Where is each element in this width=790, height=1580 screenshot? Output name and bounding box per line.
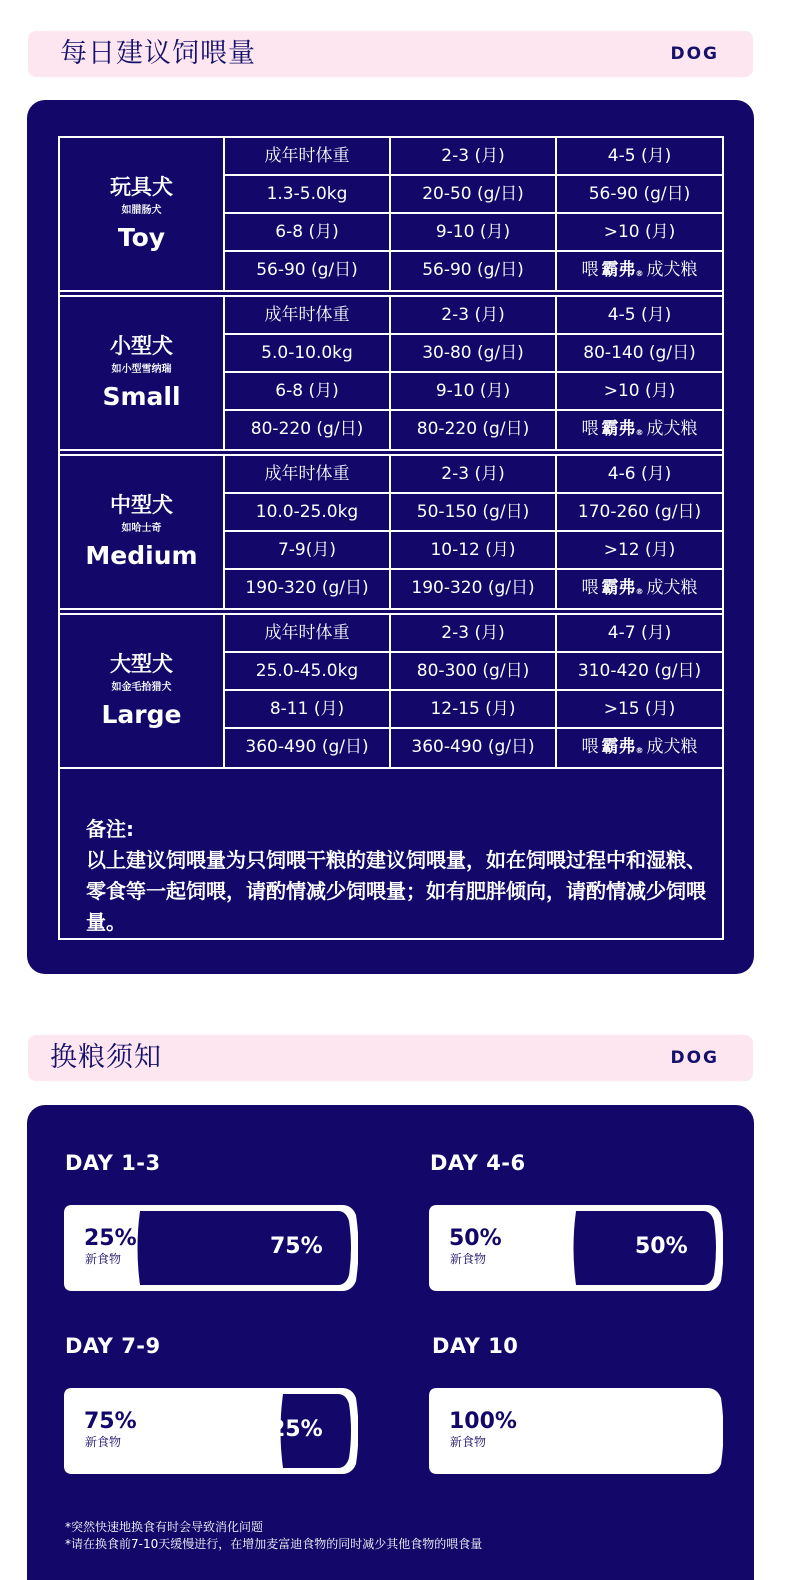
transition-bar [64, 1205, 358, 1291]
feeding-section-tag: DOG [670, 44, 719, 64]
table-cell: 20-50 (g/日) [391, 176, 557, 214]
new-food-label: 新食物 [450, 1252, 487, 1266]
table-cell: 50-150 (g/日) [391, 494, 557, 532]
table-cell: 80-140 (g/日) [557, 335, 722, 373]
registered-mark: ® [635, 746, 644, 755]
old-food-percent: 50% [635, 1234, 688, 1259]
registered-mark: ® [635, 428, 644, 437]
table-cell: 2-3 (月) [391, 615, 557, 653]
table-cell: 190-320 (g/日) [391, 570, 557, 608]
brand-name-text: 霸弗 [601, 578, 636, 598]
notes [86, 814, 706, 938]
footnote-2: *请在换食前7-10天缓慢进行，在增加麦富迪食物的同时减少其他食物的喂食量 [65, 1537, 483, 1551]
table-cell: 成年时体重 [225, 615, 391, 653]
table-cell: 2-3 (月) [391, 138, 557, 176]
table-cell: 310-420 (g/日) [557, 653, 722, 691]
table-cell: 7-9(月) [225, 532, 391, 570]
transition-panel [27, 1105, 754, 1580]
group-divider [60, 290, 722, 297]
brand-cell-prefix: 喂 [581, 737, 599, 757]
group-divider [60, 608, 722, 615]
brand-name [602, 578, 644, 598]
table-cell: 80-220 (g/日) [391, 411, 557, 449]
dog-size-name-en: Toy [117, 223, 166, 252]
transition-section-tag: DOG [670, 1048, 719, 1068]
table-cell: 8-11 (月) [225, 691, 391, 729]
table-cell: 6-8 (月) [225, 373, 391, 411]
transition-day-label: DAY 1-3 [65, 1151, 161, 1175]
table-cell: 30-80 (g/日) [391, 335, 557, 373]
table-cell: >15 (月) [557, 691, 722, 729]
table-cell: 190-320 (g/日) [225, 570, 391, 608]
dog-size-name-cn: 中型犬 [110, 493, 173, 517]
table-cell: 4-7 (月) [557, 615, 722, 653]
dog-size-name-cn: 小型犬 [110, 334, 173, 358]
brand-cell-prefix: 喂 [581, 260, 599, 280]
transition-day-label: DAY 10 [432, 1334, 519, 1358]
new-food-label: 新食物 [85, 1435, 122, 1449]
dog-group [60, 615, 722, 767]
dog-size-label [60, 297, 225, 449]
transition-day-label: DAY 7-9 [65, 1334, 161, 1358]
table-cell: 56-90 (g/日) [391, 252, 557, 290]
table-cell [557, 570, 722, 608]
table-cell: 成年时体重 [225, 138, 391, 176]
table-cell: 5.0-10.0kg [225, 335, 391, 373]
dog-size-label [60, 138, 225, 290]
table-cell [557, 411, 722, 449]
table-cell: 170-260 (g/日) [557, 494, 722, 532]
dog-size-label [60, 615, 225, 767]
dog-size-name-en: Small [102, 382, 181, 411]
transition-bar [429, 1388, 723, 1474]
transition-bar [429, 1205, 723, 1291]
footnote-1: *突然快速地换食有时会导致消化问题 [65, 1520, 264, 1534]
table-cell [557, 252, 722, 290]
table-cell: 360-490 (g/日) [391, 729, 557, 767]
old-food-percent: 25% [270, 1417, 323, 1442]
table-cell [557, 729, 722, 767]
dog-breed-example: 如小型雪纳瑞 [111, 364, 172, 375]
new-food-label: 新食物 [85, 1252, 122, 1266]
brand-name-text: 霸弗 [601, 260, 636, 280]
table-cell: 4-5 (月) [557, 138, 722, 176]
table-cell: >10 (月) [557, 214, 722, 252]
notes-label: 备注: [86, 817, 134, 841]
dog-breed-example: 如哈士奇 [121, 523, 162, 534]
dog-breed-example: 如腊肠犬 [121, 205, 162, 216]
table-cell: 9-10 (月) [391, 373, 557, 411]
dog-size-name-cn: 玩具犬 [110, 175, 173, 199]
table-cell: 10-12 (月) [391, 532, 557, 570]
brand-cell-suffix: 成犬粮 [646, 737, 698, 757]
feeding-table [58, 136, 724, 940]
table-cell: 2-3 (月) [391, 456, 557, 494]
group-divider [60, 449, 722, 456]
table-cell: >12 (月) [557, 532, 722, 570]
table-cell: 1.3-5.0kg [225, 176, 391, 214]
transition-day-label: DAY 4-6 [430, 1151, 526, 1175]
notes-text: 以上建议饲喂量为只饲喂干粮的建议饲喂量，如在饲喂过程中和湿粮、零食等一起饲喂，请酌情减少饲喂量；如有肥胖倾向，请酌情减少饲喂量。 [86, 848, 706, 934]
brand-name [602, 260, 644, 280]
brand-cell-suffix: 成犬粮 [646, 419, 698, 439]
table-cell: 25.0-45.0kg [225, 653, 391, 691]
table-cell: 10.0-25.0kg [225, 494, 391, 532]
dog-breed-example: 如金毛拾猎犬 [111, 682, 172, 693]
table-cell: 56-90 (g/日) [557, 176, 722, 214]
table-cell: 12-15 (月) [391, 691, 557, 729]
old-food-percent: 75% [270, 1234, 323, 1259]
dog-group [60, 138, 722, 290]
table-cell: 360-490 (g/日) [225, 729, 391, 767]
new-food-percent: 50% [449, 1226, 502, 1251]
group-divider [60, 767, 722, 769]
brand-cell-prefix: 喂 [581, 578, 599, 598]
brand-name [602, 419, 644, 439]
feeding-panel [27, 100, 754, 974]
registered-mark: ® [635, 587, 644, 596]
transition-section-header [28, 1035, 753, 1081]
new-food-label: 新食物 [450, 1435, 487, 1449]
table-cell: 成年时体重 [225, 456, 391, 494]
new-food-percent: 75% [84, 1409, 137, 1434]
table-cell: 成年时体重 [225, 297, 391, 335]
new-food-percent: 25% [84, 1226, 137, 1251]
brand-cell-prefix: 喂 [581, 419, 599, 439]
table-cell: 80-300 (g/日) [391, 653, 557, 691]
dog-group [60, 456, 722, 608]
transition-bar [64, 1388, 358, 1474]
table-cell: 2-3 (月) [391, 297, 557, 335]
table-cell: 4-6 (月) [557, 456, 722, 494]
table-cell: >10 (月) [557, 373, 722, 411]
table-cell: 56-90 (g/日) [225, 252, 391, 290]
brand-cell-suffix: 成犬粮 [646, 578, 698, 598]
brand-name-text: 霸弗 [601, 419, 636, 439]
dog-size-name-en: Large [101, 700, 182, 729]
dog-size-name-cn: 大型犬 [110, 652, 173, 676]
table-cell: 6-8 (月) [225, 214, 391, 252]
feeding-section-title: 每日建议饲喂量 [60, 38, 256, 69]
dog-size-label [60, 456, 225, 608]
registered-mark: ® [635, 269, 644, 278]
dog-group [60, 297, 722, 449]
new-food-percent: 100% [449, 1409, 517, 1434]
table-cell: 80-220 (g/日) [225, 411, 391, 449]
dog-size-name-en: Medium [85, 541, 198, 570]
feeding-section-header [28, 31, 753, 77]
table-cell: 4-5 (月) [557, 297, 722, 335]
table-cell: 9-10 (月) [391, 214, 557, 252]
brand-name [602, 737, 644, 757]
brand-cell-suffix: 成犬粮 [646, 260, 698, 280]
brand-name-text: 霸弗 [601, 737, 636, 757]
transition-section-title: 换粮须知 [50, 1042, 162, 1073]
